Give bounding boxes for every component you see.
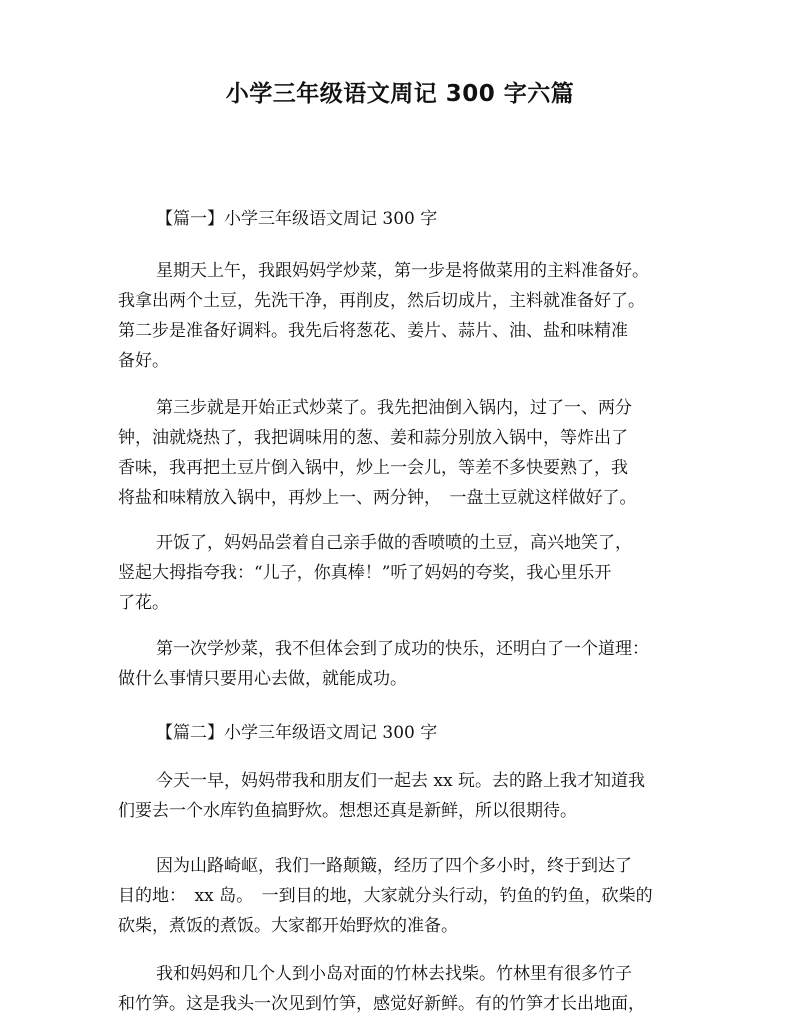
paragraph bbox=[118, 528, 678, 618]
paragraph-line: 第二步是准备好调料。我先后将葱花、姜片、蒜片、油、盐和味精准 bbox=[118, 321, 628, 341]
paragraph-line: 因为山路崎岖，我们一路颠簸，经历了四个多小时，终于到达了 bbox=[156, 856, 632, 876]
paragraph-line: 备好。 bbox=[118, 351, 169, 371]
paragraph bbox=[118, 766, 678, 826]
paragraph-line: 香味，我再把土豆片倒入锅中，炒上一会儿，等差不多快要熟了，我 bbox=[118, 458, 628, 478]
paragraph-line: 我和妈妈和几个人到小岛对面的竹林去找柴。竹林里有很多竹子 bbox=[156, 964, 632, 984]
paragraph-line: 星期天上午，我跟妈妈学炒菜，第一步是将做菜用的主料准备好。 bbox=[156, 261, 649, 281]
paragraph bbox=[118, 256, 678, 376]
paragraph-line: 和竹笋。这是我头一次见到竹笋，感觉好新鲜。有的竹笋才长出地面， bbox=[118, 994, 645, 1014]
paragraph bbox=[118, 393, 678, 513]
paragraph bbox=[118, 959, 678, 1019]
section-heading-2: 【篇二】小学三年级语文周记 300 字 bbox=[156, 723, 438, 743]
paragraph-line: 目的地： xx 岛。 一到目的地，大家就分头行动，钓鱼的钓鱼，砍柴的 bbox=[118, 886, 653, 906]
paragraph-line: 做什么事情只要用心去做，就能成功。 bbox=[118, 669, 407, 689]
paragraph-line: 今天一早，妈妈带我和朋友们一起去 xx 玩。去的路上我才知道我 bbox=[156, 771, 645, 791]
paragraph-line: 竖起大拇指夸我：“儿子，你真棒！”听了妈妈的夸奖，我心里乐开 bbox=[118, 563, 612, 583]
paragraph-line: 砍柴，煮饭的煮饭。大家都开始野炊的准备。 bbox=[118, 916, 458, 936]
paragraph bbox=[118, 851, 678, 941]
paragraph-line: 们要去一个水库钓鱼搞野炊。想想还真是新鲜，所以很期待。 bbox=[118, 801, 577, 821]
paragraph-line: 了花。 bbox=[118, 593, 169, 613]
paragraph-line: 第一次学炒菜，我不但体会到了成功的快乐，还明白了一个道理： bbox=[156, 639, 649, 659]
paragraph-line: 我拿出两个土豆，先洗干净，再削皮，然后切成片，主料就准备好了。 bbox=[118, 291, 645, 311]
paragraph-line: 钟，油就烧热了，我把调味用的葱、姜和蒜分别放入锅中，等炸出了 bbox=[118, 428, 628, 448]
section-heading-1: 【篇一】小学三年级语文周记 300 字 bbox=[156, 209, 438, 229]
paragraph bbox=[118, 634, 678, 694]
paragraph-line: 第三步就是开始正式炒菜了。我先把油倒入锅内，过了一、两分 bbox=[156, 398, 632, 418]
document-title: 小学三年级语文周记 300 字六篇 bbox=[225, 81, 575, 107]
paragraph-line: 开饭了，妈妈品尝着自己亲手做的香喷喷的土豆，高兴地笑了， bbox=[156, 533, 632, 553]
paragraph-line: 将盐和味精放入锅中，再炒上一、两分钟， 一盘土豆就这样做好了。 bbox=[118, 488, 637, 508]
